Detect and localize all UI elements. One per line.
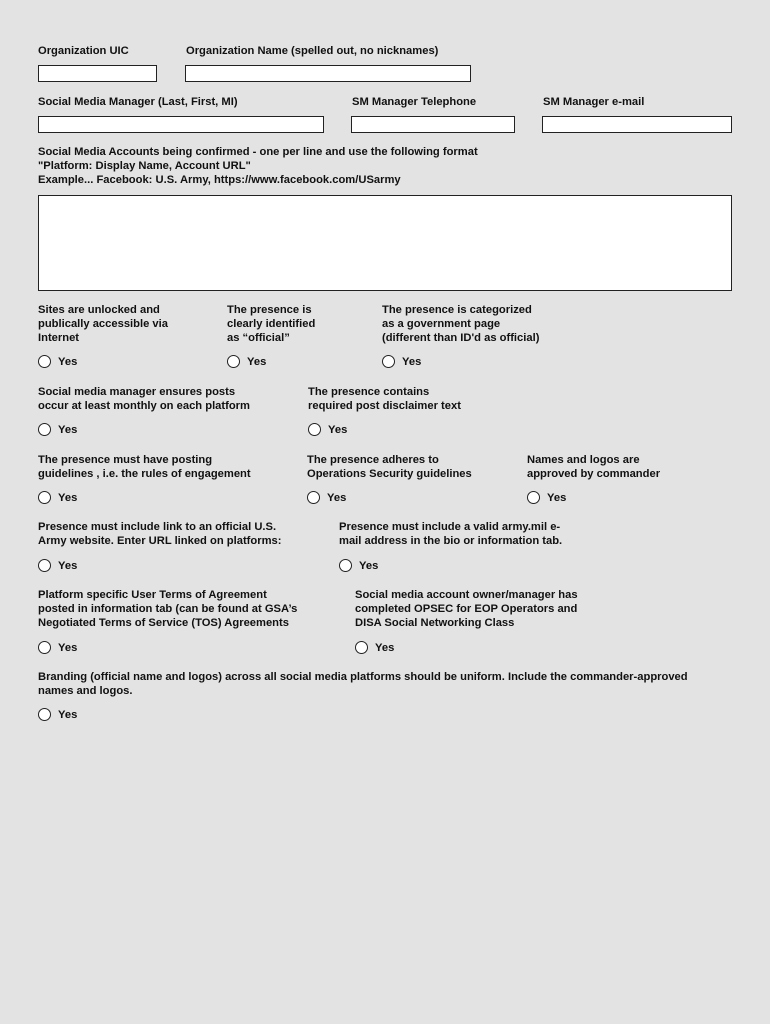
radio-label: Yes (58, 708, 78, 721)
radio-label: Yes (328, 423, 348, 436)
radio-label: Yes (58, 423, 78, 436)
check-label: Branding (official name and logos) across all social media platforms should be uniform. Include the commander-approved names and logos. (38, 671, 688, 697)
disclaimer-yes-radio[interactable] (308, 423, 347, 436)
check-label: The presence must have posting guidelines , i.e. the rules of engagement (38, 454, 251, 480)
terms-agreement-yes-radio[interactable] (38, 641, 77, 654)
check-label: The presence is categorized as a government page (different than ID'd as official) (382, 304, 540, 344)
unlocked-yes-radio[interactable] (38, 355, 77, 368)
radio-label: Yes (375, 641, 395, 654)
government-page-yes-radio[interactable] (382, 355, 421, 368)
org-name-field[interactable] (185, 65, 471, 82)
check-label: Social media account owner/manager has completed OPSEC for EOP Operators and DISA Social Networking Class (355, 589, 578, 629)
check-label: Sites are unlocked and publically accessible via Internet (38, 304, 168, 344)
sm-manager-field[interactable] (38, 116, 324, 133)
check-label: Names and logos are approved by commander (527, 454, 661, 480)
radio-label: Yes (58, 355, 78, 368)
radio-circle-icon (527, 491, 540, 504)
radio-circle-icon (38, 559, 51, 572)
radio-circle-icon (38, 355, 51, 368)
radio-circle-icon (38, 708, 51, 721)
check-label: Presence must include a valid army.mil e- mail address in the bio or information tab. (339, 521, 563, 547)
check-label: Social media manager ensures posts occur at least monthly on each platform (38, 386, 250, 412)
official-yes-radio[interactable] (227, 355, 266, 368)
radio-label: Yes (247, 355, 267, 368)
radio-label: Yes (359, 559, 379, 572)
radio-circle-icon (307, 491, 320, 504)
check-label: The presence is clearly identified as “official” (227, 304, 316, 344)
opsec-guidelines-yes-radio[interactable] (307, 491, 346, 504)
posting-guidelines-yes-radio[interactable] (38, 491, 77, 504)
opsec-class-yes-radio[interactable] (355, 641, 394, 654)
radio-circle-icon (227, 355, 240, 368)
radio-label: Yes (58, 641, 78, 654)
radio-circle-icon (38, 423, 51, 436)
radio-label: Yes (58, 559, 78, 572)
branding-yes-radio[interactable] (38, 708, 77, 721)
names-logos-yes-radio[interactable] (527, 491, 566, 504)
org-name-label: Organization Name (spelled out, no nicknames) (186, 45, 439, 57)
sm-manager-label: Social Media Manager (Last, First, MI) (38, 96, 238, 108)
sm-phone-label: SM Manager Telephone (352, 96, 477, 108)
org-uic-field[interactable] (38, 65, 157, 82)
army-email-yes-radio[interactable] (339, 559, 378, 572)
radio-label: Yes (58, 491, 78, 504)
radio-label: Yes (547, 491, 567, 504)
sm-email-field[interactable] (542, 116, 732, 133)
radio-circle-icon (308, 423, 321, 436)
radio-circle-icon (339, 559, 352, 572)
radio-circle-icon (382, 355, 395, 368)
check-label: The presence contains required post disclaimer text (308, 386, 461, 412)
radio-circle-icon (38, 641, 51, 654)
check-label: The presence adheres to Operations Security guidelines (307, 454, 472, 480)
radio-circle-icon (355, 641, 368, 654)
army-link-yes-radio[interactable] (38, 559, 77, 572)
radio-label: Yes (402, 355, 422, 368)
accounts-textarea[interactable] (38, 195, 732, 291)
monthly-posts-yes-radio[interactable] (38, 423, 77, 436)
sm-phone-field[interactable] (351, 116, 515, 133)
radio-label: Yes (327, 491, 347, 504)
org-uic-label: Organization UIC (38, 45, 129, 57)
check-label: Platform specific User Terms of Agreement posted in information tab (can be found at GSA’s Negotiated Terms of Service (TOS) Agreements (38, 589, 298, 629)
radio-circle-icon (38, 491, 51, 504)
sm-email-label: SM Manager e-mail (543, 96, 645, 108)
check-label: Presence must include link to an official U.S. Army website. Enter URL linked on platforms: (38, 521, 282, 547)
accounts-label: Social Media Accounts being confirmed - one per line and use the following format "Platform: Display Name, Account URL" Example... Facebook: U.S. Army, https://www.facebook.com/USarmy (38, 146, 478, 186)
